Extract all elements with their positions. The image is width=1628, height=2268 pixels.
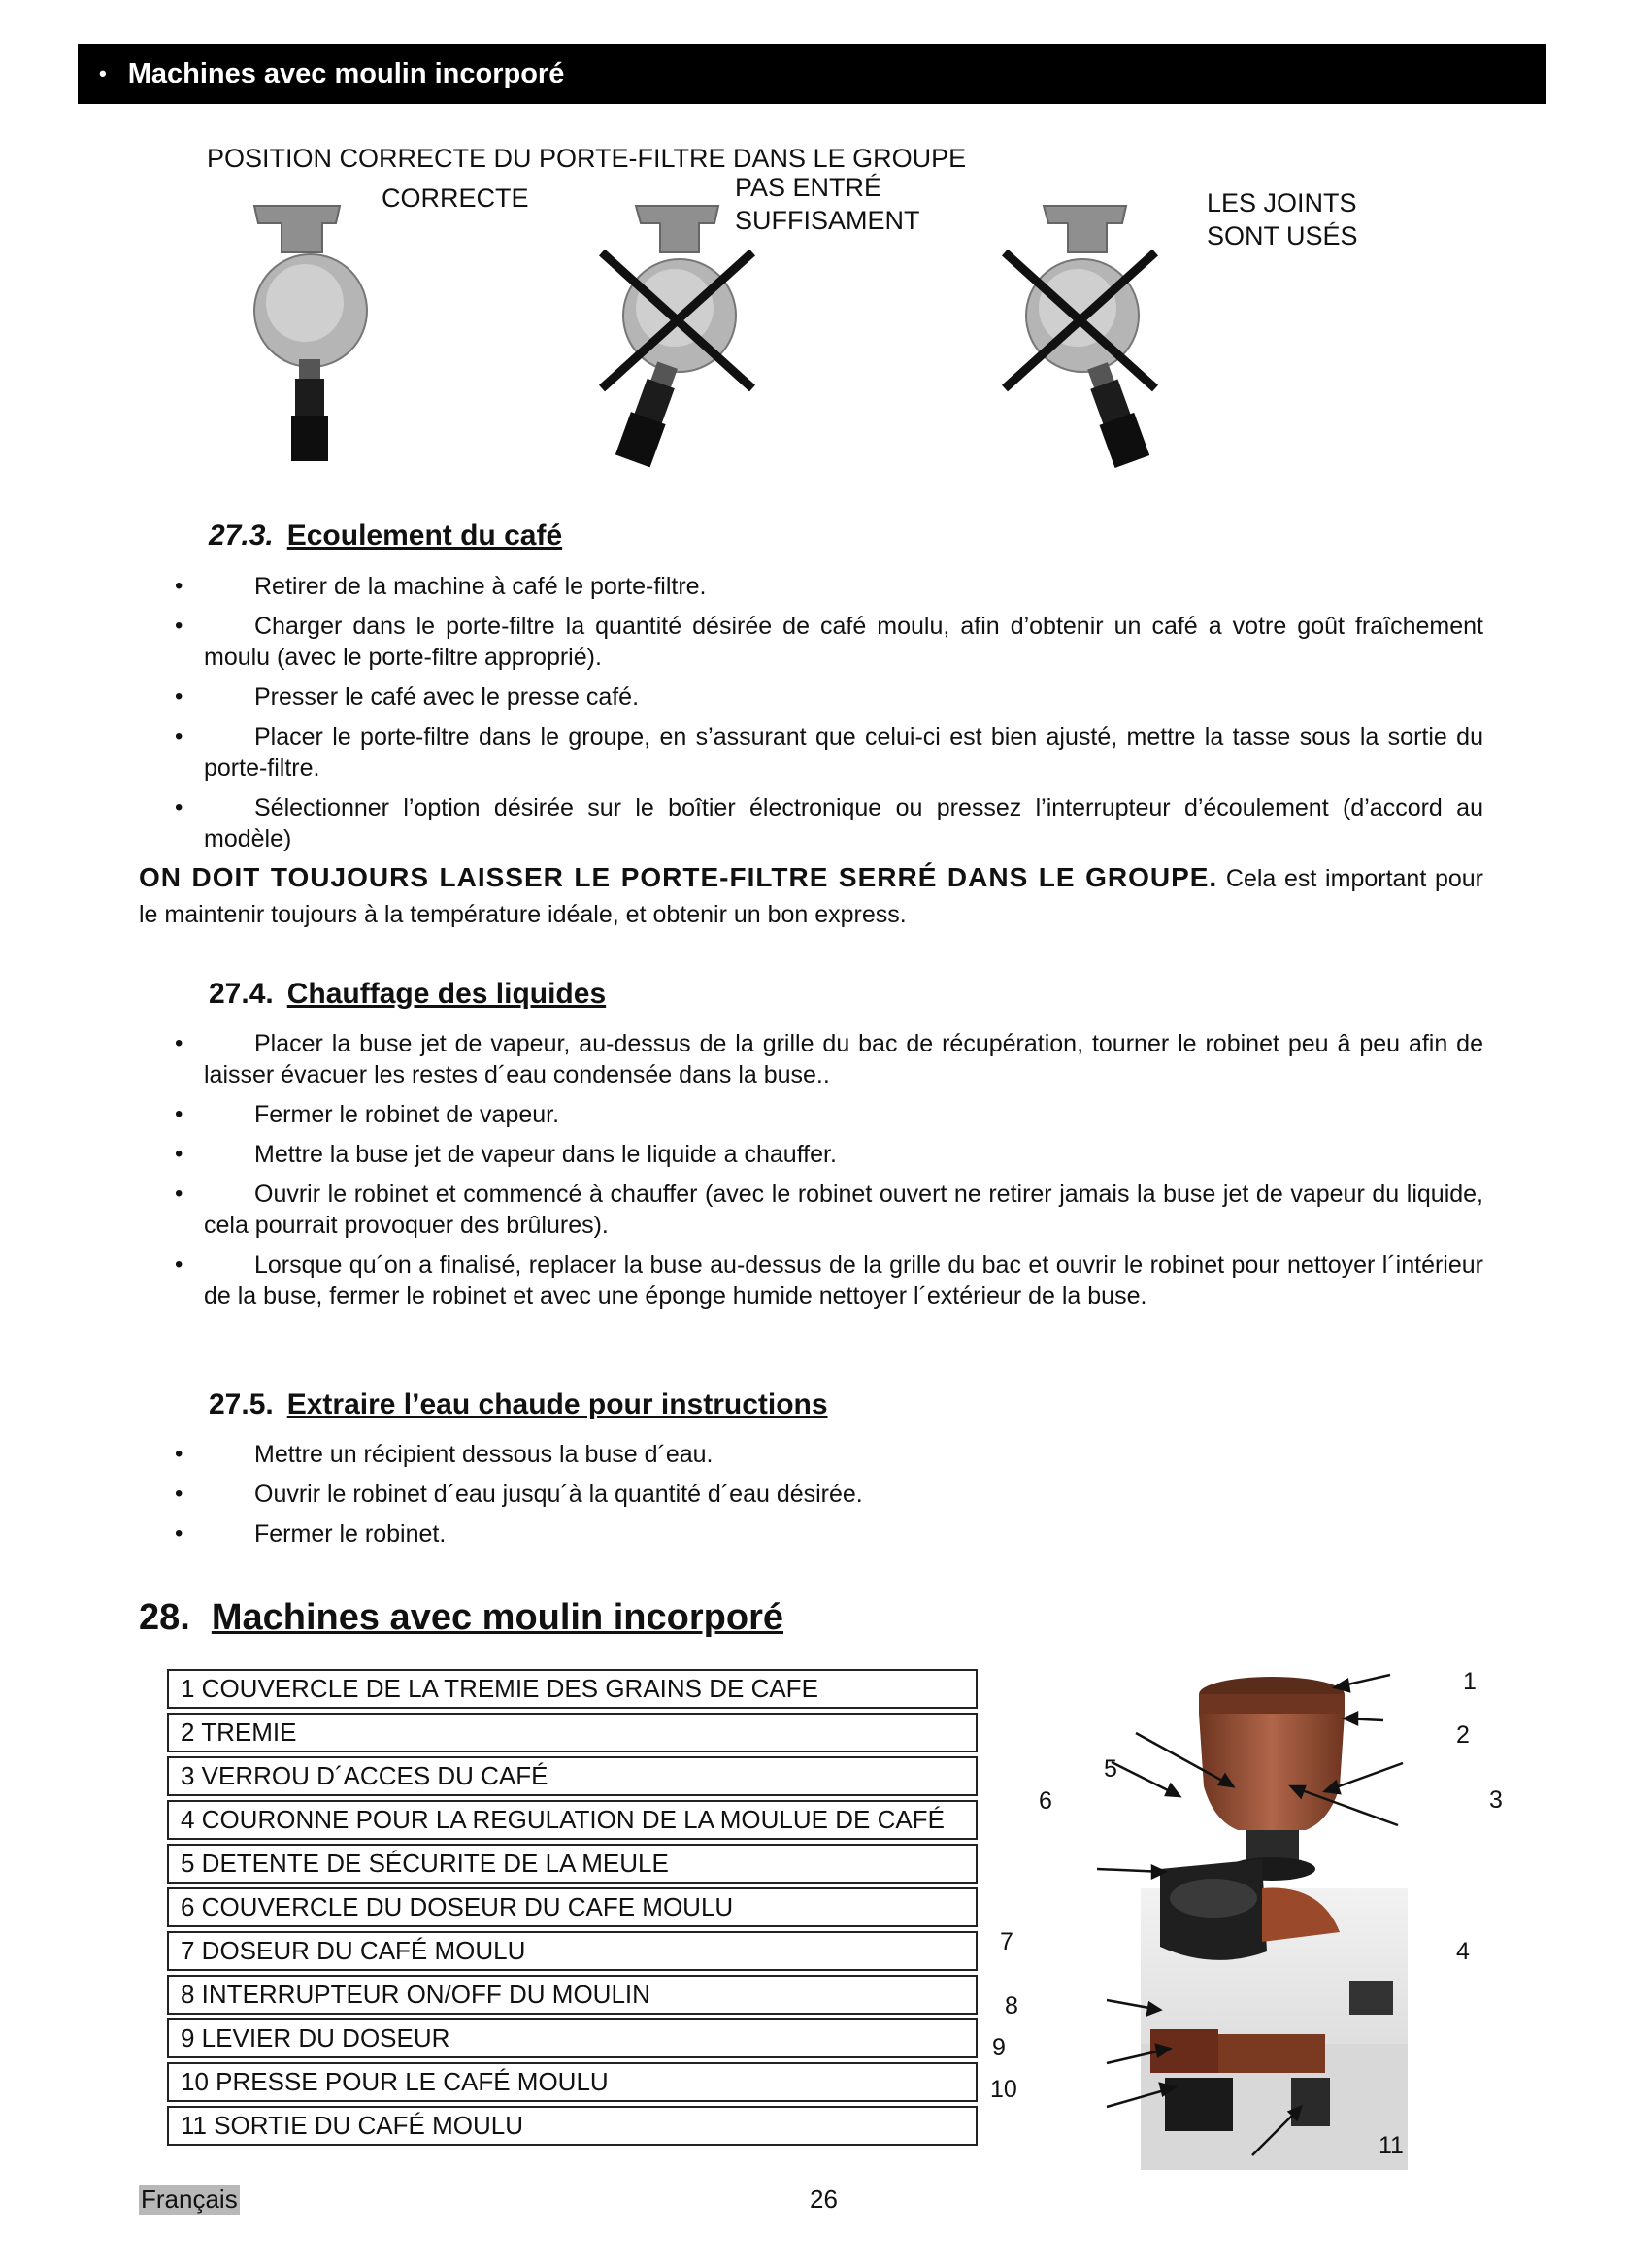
- table-cell: 10 PRESSE POUR LE CAFÉ MOULU: [167, 2062, 978, 2102]
- table-cell: 4 COURONNE POUR LA REGULATION DE LA MOULUE DE CAFÉ: [167, 1800, 978, 1840]
- table-cell: 6 COUVERCLE DU DOSEUR DU CAFE MOULU: [167, 1887, 978, 1927]
- callout-7: 7: [1000, 1928, 1013, 1955]
- label-not-enough: [735, 171, 920, 237]
- table-cell: 7 DOSEUR DU CAFÉ MOULU: [167, 1931, 978, 1971]
- callout-3: 3: [1489, 1786, 1503, 1814]
- callout-10: 10: [990, 2076, 1017, 2103]
- section-title: Ecoulement du café: [286, 519, 563, 551]
- section-27-5-list: [178, 1439, 1483, 1550]
- list-item: • Fermer le robinet de vapeur.: [178, 1099, 1483, 1130]
- section-27-4-list: [178, 1028, 1483, 1312]
- callout-1: 1: [1463, 1668, 1477, 1695]
- table-cell: 8 INTERRUPTEUR ON/OFF DU MOULIN: [167, 1975, 978, 2015]
- table-cell: 2 TREMIE: [167, 1713, 978, 1752]
- section-27-3-list: [178, 571, 1483, 854]
- callout-8: 8: [1005, 1992, 1018, 2019]
- list-item: • Mettre un récipient dessous la buse d´eau.: [178, 1439, 1483, 1470]
- callout-5: 5: [1104, 1755, 1117, 1783]
- header-bullet: •: [99, 61, 107, 85]
- section-27-3-heading: [209, 519, 562, 552]
- table-row: [167, 1844, 978, 1884]
- table-row: [167, 2018, 978, 2058]
- portafilter-correct-illustration: [243, 194, 379, 471]
- table-row: [167, 1756, 978, 1796]
- table-cell: 3 VERROU D´ACCES DU CAFÉ: [167, 1756, 978, 1796]
- table-cell: 5 DETENTE DE SÉCURITE DE LA MEULE: [167, 1844, 978, 1884]
- section-title: Extraire l’eau chaude pour instructions: [286, 1388, 828, 1420]
- label-correct: CORRECTE: [382, 183, 529, 213]
- table-cell: 11 SORTIE DU CAFÉ MOULU: [167, 2106, 978, 2146]
- page-header-bar: [78, 44, 1546, 104]
- section-title: Chauffage des liquides: [286, 978, 607, 1010]
- list-item: • Placer le porte-filtre dans le groupe, en s’assurant que celui-ci est bien ajusté, mettre la tasse sous la sortie du porte-filtre.: [178, 721, 1483, 784]
- section-27-3-note: [139, 859, 1483, 933]
- section-27-4-heading: [209, 978, 606, 1011]
- callout-9: 9: [992, 2034, 1006, 2061]
- table-cell: 1 COUVERCLE DE LA TREMIE DES GRAINS DE CAFE: [167, 1669, 978, 1709]
- label-worn-line2: SONT USÉS: [1207, 221, 1358, 250]
- section-number: 27.5.: [209, 1388, 274, 1420]
- callout-2: 2: [1456, 1721, 1470, 1749]
- portafilter-not-inserted-illustration: [592, 194, 762, 471]
- table-row: [167, 1975, 978, 2015]
- figure-caption: POSITION CORRECTE DU PORTE-FILTRE DANS LE GROUPE: [207, 144, 967, 173]
- list-item: • Ouvrir le robinet d´eau jusqu´à la quantité d´eau désirée.: [178, 1479, 1483, 1510]
- callout-11: 11: [1379, 2132, 1404, 2159]
- section-number: 28.: [139, 1597, 190, 1638]
- table-row: [167, 2106, 978, 2146]
- list-item: • Charger dans le porte-filtre la quantité désirée de café moulu, afin d’obtenir un café a votre goût fraîchement moulu (avec le porte-filtre approprié).: [178, 611, 1483, 673]
- label-worn-line1: LES JOINTS: [1207, 188, 1357, 217]
- note-bold-text: ON DOIT TOUJOURS LAISSER LE PORTE-FILTRE SERRÉ DANS LE GROUPE.: [139, 862, 1218, 892]
- table-row: [167, 1669, 978, 1709]
- list-item: • Ouvrir le robinet et commencé à chauffer (avec le robinet ouvert ne retirer jamais la buse jet de vapeur du liquide, cela pourrait provoquer des brûlures).: [178, 1179, 1483, 1241]
- label-not-enough-line2: SUFFISAMENT: [735, 206, 920, 235]
- label-worn-seals: [1207, 186, 1358, 252]
- list-item: • Placer la buse jet de vapeur, au-dessus de la grille du bac de récupération, tourner le robinet peu â peu afin de laisser évacuer les restes d´eau condensée dans la buse..: [178, 1028, 1483, 1090]
- table-row: [167, 1800, 978, 1840]
- portafilter-worn-seals-illustration: [1000, 194, 1170, 471]
- section-27-5-heading: [209, 1388, 828, 1421]
- section-title: Machines avec moulin incorporé: [211, 1597, 783, 1638]
- list-item: • Presser le café avec le presse café.: [178, 682, 1483, 713]
- note-text: Cela est important pour le maintenir toujours à la température idéale, et obtenir un bon express.: [139, 865, 1484, 928]
- section-number: 27.4.: [209, 978, 274, 1010]
- table-row: [167, 2062, 978, 2102]
- header-title: Machines avec moulin incorporé: [127, 57, 565, 89]
- table-cell: 9 LEVIER DU DOSEUR: [167, 2018, 978, 2058]
- table-row: [167, 1713, 978, 1752]
- table-row: [167, 1931, 978, 1971]
- list-item: • Lorsque qu´on a finalisé, replacer la buse au-dessus de la grille du bac et ouvrir le robinet pour nettoyer l´intérieur de la buse, fermer le robinet et avec une éponge humide nettoyer l´extérieur de la buse.: [178, 1250, 1483, 1312]
- parts-list-table: [167, 1665, 978, 2150]
- callout-4: 4: [1456, 1938, 1470, 1965]
- section-28-heading: [139, 1597, 783, 1639]
- label-not-enough-line1: PAS ENTRÉ: [735, 173, 882, 202]
- section-number: 27.3.: [209, 519, 274, 551]
- list-item: • Sélectionner l’option désirée sur le boîtier électronique ou pressez l’interrupteur d’écoulement (d’accord au modèle): [178, 792, 1483, 854]
- callout-6: 6: [1039, 1787, 1052, 1815]
- list-item: • Mettre la buse jet de vapeur dans le liquide a chauffer.: [178, 1139, 1483, 1170]
- list-item: • Fermer le robinet.: [178, 1518, 1483, 1550]
- page-number: 26: [810, 2185, 838, 2214]
- footer-language: Français: [141, 2185, 238, 2214]
- list-item: • Retirer de la machine à café le porte-filtre.: [178, 571, 1483, 602]
- table-row: [167, 1887, 978, 1927]
